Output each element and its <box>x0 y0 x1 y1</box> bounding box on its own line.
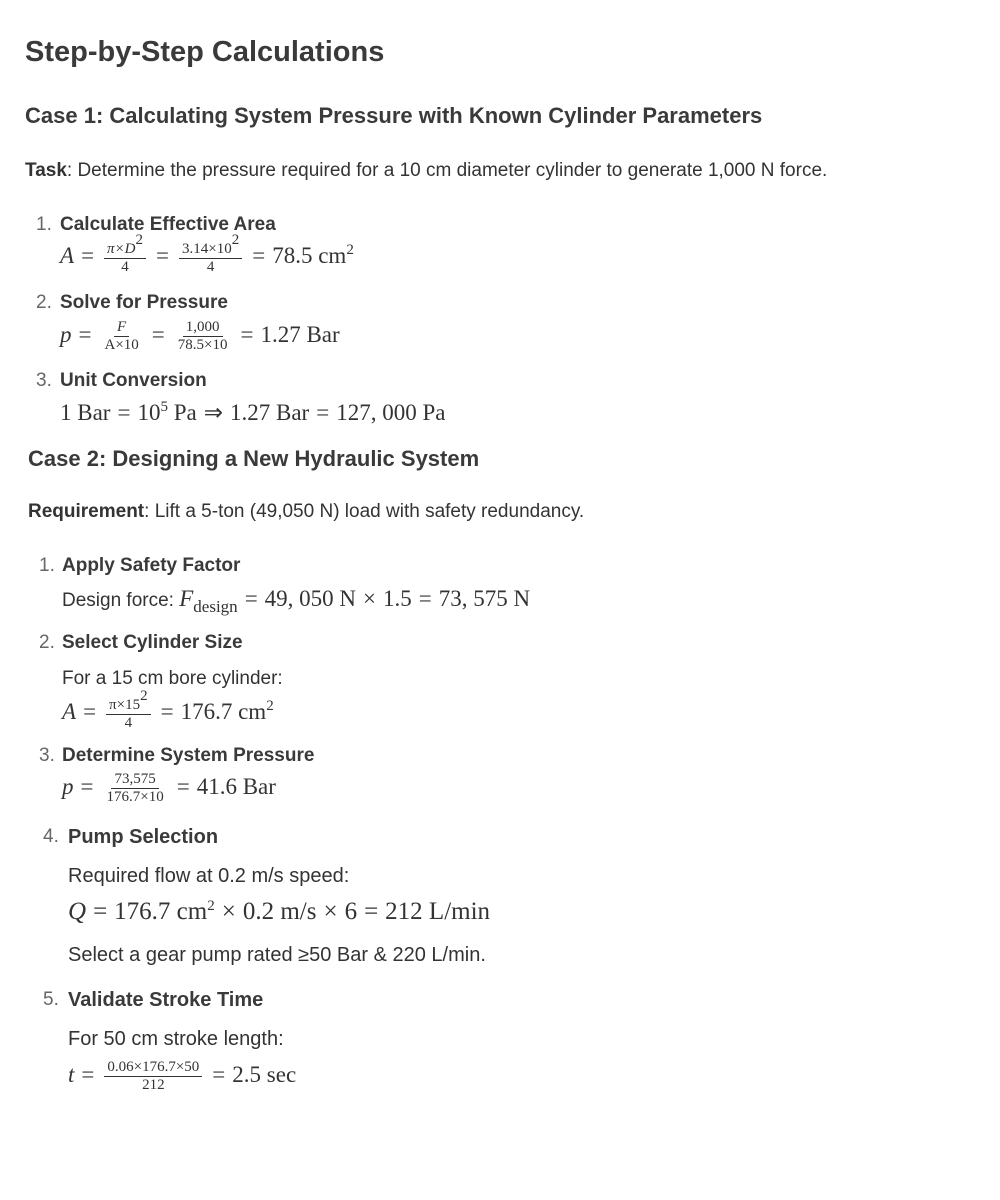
case2-step1-number: 1. <box>39 555 55 576</box>
task-label: Task <box>25 160 67 181</box>
formula-flow: Q = 176.7 $cm^2 \times 0.2$ m/s × 6 = 212 L/min <box>68 898 491 925</box>
case2-step4-number: 4. <box>43 826 59 847</box>
case1-heading: Case 1: Calculating System Pressure with Known Cylinder Parameters <box>25 103 763 128</box>
case2-step1-title: Apply Safety Factor <box>62 555 241 576</box>
case2-step5-number: 5. <box>43 989 59 1010</box>
case1-step3-title: Unit Conversion <box>60 370 207 391</box>
formula-area-2: A = $\frac{\pi\times 15^2}{4}$ = 176.7 $cm^2$ <box>62 688 274 731</box>
formula-pressure-2: p = $\frac{73,575}{176.7\times 10}$ = 41.6 Bar <box>62 771 276 805</box>
task-text: : Determine the pressure required for a 10 cm diameter cylinder to generate 1,000 N force. <box>66 160 828 181</box>
case1-step3-number: 3. <box>36 370 52 391</box>
formula-effective-area: A = $\frac{\pi\times D^2}{4}$ = $\frac{3.14\times 10^2}{4}$ = 78.5 $cm^2$ <box>60 232 354 275</box>
case2-step4-note: Select a gear pump rated ≥50 Bar & 220 L/min. <box>68 944 486 966</box>
case1-step1-title: Calculate Effective Area <box>60 214 276 235</box>
case2-step3-number: 3. <box>39 745 55 766</box>
page-title: Step-by-Step Calculations <box>25 36 385 68</box>
requirement-label: Requirement <box>28 501 145 522</box>
case1-task <box>25 160 827 182</box>
formula-stroke-time: t = $\frac{0.06\times 176.7\times 50}{212}$ = 2.5 sec <box>68 1059 297 1093</box>
case2-step2-number: 2. <box>39 632 55 653</box>
formula-pressure-1: p = $\frac{F}{A\times 10}$ = $\frac{1,000}{78.5\times 10}$ = 1.27 Bar <box>60 319 340 353</box>
case2-step5-title: Validate Stroke Time <box>68 989 264 1011</box>
case2-heading: Case 2: Designing a New Hydraulic System <box>28 446 480 471</box>
case2-requirement <box>28 501 584 523</box>
case1-step2-number: 2. <box>36 292 52 313</box>
formula-unit-conversion: 1 Bar = $10^5$ Pa ⇒ 1.27 Bar = 127, 000 Pa <box>60 399 446 425</box>
case2-step4-text: Required flow at 0.2 m/s speed: <box>68 865 350 887</box>
case2-step2-text: For a 15 cm bore cylinder: <box>62 668 283 689</box>
case2-step4-title: Pump Selection <box>68 826 219 848</box>
case1-step2-title: Solve for Pressure <box>60 292 228 313</box>
formula-design-force: Design force: $F_{design} = 49$, 050 N × 1.5 = 73, 575 N <box>62 586 531 616</box>
requirement-text: : Lift a 5-ton (49,050 N) load with safety redundancy. <box>144 501 585 522</box>
case2-step2-title: Select Cylinder Size <box>62 632 243 653</box>
case1-step1-number: 1. <box>36 214 52 235</box>
case2-step3-title: Determine System Pressure <box>62 745 315 766</box>
case2-step5-text: For 50 cm stroke length: <box>68 1028 284 1050</box>
